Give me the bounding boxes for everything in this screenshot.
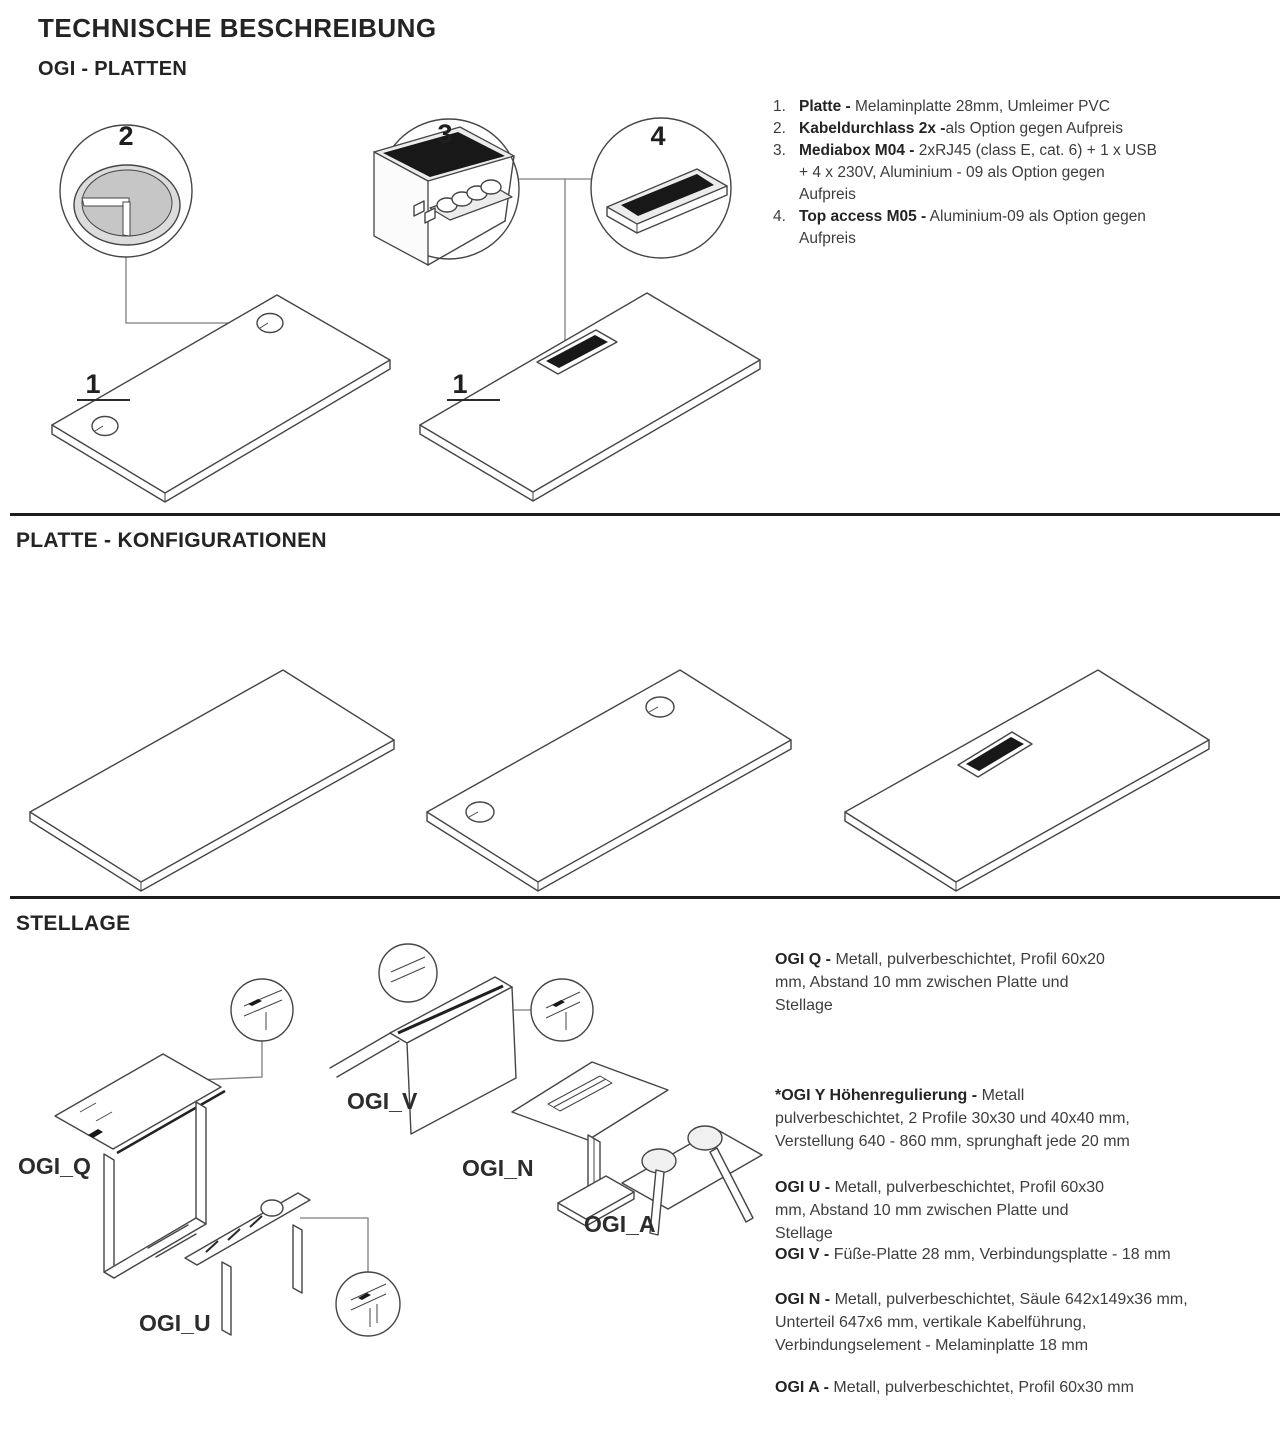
frame-label-ogi-q: OGI_Q bbox=[18, 1153, 91, 1179]
callout-number-3: 3 bbox=[437, 119, 453, 149]
frame-label-ogi-n: OGI_N bbox=[462, 1155, 534, 1181]
top-access-detail-drawing bbox=[591, 118, 731, 258]
desk-plate-mediabox-drawing bbox=[845, 670, 1209, 891]
spec-ogi-a: OGI A - Metall, pulverbeschichtet, Profil 60x30 mm bbox=[775, 1379, 1134, 1396]
desk-plate-grommets-drawing bbox=[427, 670, 791, 891]
konfigurationen-diagram bbox=[0, 560, 1280, 900]
desk-plate-plain-drawing bbox=[30, 670, 394, 891]
callout-number-4: 4 bbox=[650, 121, 666, 151]
frame-ogi-n-drawing bbox=[512, 1062, 668, 1226]
mediabox-detail-drawing bbox=[374, 119, 519, 265]
callout-number-2: 2 bbox=[118, 121, 134, 151]
cable-grommet-detail-drawing bbox=[60, 121, 192, 257]
leader-line-grommet bbox=[126, 257, 257, 323]
plate-number-label: 1 bbox=[452, 369, 468, 399]
spec-ogi-y: *OGI Y Höhenregulierung - Metall pulverbeschichtet, 2 Profile 30x30 und 40x40 mm, Verstellung 640 - 860 mm, sprunghaft jede 20 mm bbox=[775, 1087, 1130, 1150]
section-heading-platten: OGI - PLATTEN bbox=[38, 58, 188, 80]
legend-item-number: 4. bbox=[773, 208, 786, 225]
section-divider bbox=[10, 896, 1280, 899]
spec-ogi-u: OGI U - Metall, pulverbeschichtet, Profil 60x30 mm, Abstand 10 mm zwischen Platte und Stellage bbox=[775, 1179, 1105, 1242]
legend-item-platte: 1. Platte - Melaminplatte 28mm, Umleimer PVC bbox=[773, 96, 1173, 118]
section-divider bbox=[10, 513, 1280, 516]
frame-label-ogi-a: OGI_A bbox=[584, 1211, 656, 1237]
legend-item-top-access: 4. Top access M05 - Aluminium-09 als Option gegen Aufpreis bbox=[773, 206, 1173, 250]
platten-legend bbox=[773, 96, 1173, 250]
frame-label-ogi-v: OGI_V bbox=[347, 1088, 418, 1114]
legend-item-number: 1. bbox=[773, 98, 786, 115]
section-heading-stellage: STELLAGE bbox=[16, 912, 131, 935]
stellage-diagram bbox=[0, 900, 770, 1430]
desk-plate-mediabox-drawing bbox=[420, 293, 760, 501]
spec-ogi-q: OGI Q - Metall, pulverbeschichtet, Profil 60x20 mm, Abstand 10 mm zwischen Platte und Stellage bbox=[775, 951, 1105, 1014]
legend-item-kabeldurchlass: 2. Kabeldurchlass 2x -als Option gegen Aufpreis bbox=[773, 118, 1173, 140]
legend-item-mediabox: 3. Mediabox M04 - 2xRJ45 (class E, cat. 6) + 1 x USB + 4 x 230V, Aluminium - 09 als Option gegen Aufpreis bbox=[773, 140, 1173, 206]
desk-plate-grommets-drawing bbox=[52, 295, 390, 502]
platten-diagram bbox=[0, 90, 770, 515]
spec-ogi-n: OGI N - Metall, pulverbeschichtet, Säule 642x149x36 mm, Unterteil 647x6 mm, vertikale Kabelführung, Verbindungselement - Melaminplatte 18 mm bbox=[775, 1291, 1188, 1354]
legend-item-number: 3. bbox=[773, 142, 786, 159]
page-title: TECHNISCHE BESCHREIBUNG bbox=[38, 13, 437, 43]
legend-item-number: 2. bbox=[773, 120, 786, 137]
section-heading-konfigurationen: PLATTE - KONFIGURATIONEN bbox=[16, 529, 327, 552]
frame-label-ogi-u: OGI_U bbox=[139, 1310, 211, 1336]
spec-ogi-v: OGI V - Füße-Platte 28 mm, Verbindungsplatte - 18 mm bbox=[775, 1246, 1171, 1263]
plate-number-label: 1 bbox=[85, 369, 101, 399]
